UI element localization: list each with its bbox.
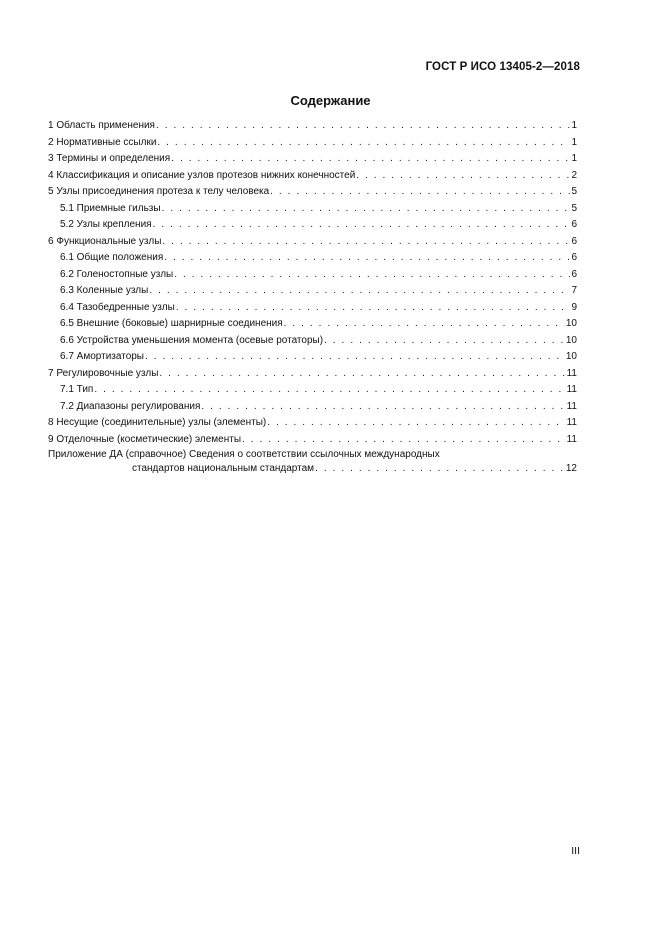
toc-leader-dots (201, 399, 565, 416)
toc-entry-page: 1 (571, 136, 577, 148)
toc-entry-6-1[interactable] (48, 250, 577, 267)
toc-entry-4[interactable] (48, 168, 577, 185)
toc-entry-label: 9 Отделочные (косметические) элементы (48, 433, 242, 445)
toc-entry-5-1[interactable] (48, 201, 577, 218)
toc-entry-label: 5.2 Узлы крепления (60, 219, 152, 230)
toc-entry-label: 6.4 Тазобедренные узлы (60, 301, 175, 313)
toc-annex-label-line2: стандартов национальным стандартам (132, 463, 315, 474)
toc-entry-page: 2 (571, 169, 577, 181)
toc-entry-label: 6.2 Голеностопные узлы (60, 268, 174, 280)
toc-leader-dots (176, 300, 571, 317)
toc-entry-label: 6.7 Амортизаторы (60, 351, 144, 362)
toc-entry-page: 10 (565, 351, 577, 362)
toc-entry-6-4[interactable] (48, 300, 577, 317)
toc-leader-dots (162, 201, 571, 218)
toc-leader-dots (149, 283, 570, 300)
toc-entry-page: 11 (566, 433, 577, 445)
toc-entry-page: 12 (565, 463, 577, 474)
toc-entry-6-6[interactable] (48, 333, 577, 350)
toc-entry-page: 10 (565, 318, 577, 329)
toc-entry-6-3[interactable] (48, 283, 577, 300)
toc-leader-dots (159, 366, 565, 383)
toc-entry-label: 6.6 Устройства уменьшения момента (осевые ротаторы) (60, 334, 324, 346)
toc-entry-page: 6 (571, 235, 577, 247)
toc-entry-page: 10 (565, 334, 577, 346)
toc-entry-page: 11 (566, 417, 577, 428)
toc-entry-label: 6 Функциональные узлы (48, 235, 162, 247)
toc-entry-label: 6.5 Внешние (боковые) шарнирные соединения (60, 318, 283, 329)
toc-leader-dots (242, 432, 566, 449)
toc-entry-3[interactable] (48, 151, 577, 168)
toc-entry-9[interactable] (48, 432, 577, 449)
toc-entry-label: 7.2 Диапазоны регулирования (60, 400, 201, 412)
toc-entry-label: 4 Классификация и описание узлов протезов нижних конечностей (48, 169, 356, 181)
toc-leader-dots (94, 382, 565, 399)
toc-entry-page: 6 (571, 268, 577, 280)
toc-leader-dots (315, 462, 565, 476)
toc-entry-7-2[interactable] (48, 399, 577, 416)
document-code: ГОСТ Р ИСО 13405-2—2018 (425, 61, 580, 73)
toc-entry-7-1[interactable] (48, 382, 577, 399)
toc-leader-dots (156, 118, 570, 135)
toc-entry-6[interactable] (48, 234, 577, 251)
toc-entry-5[interactable] (48, 184, 577, 201)
toc-entry-page: 6 (571, 252, 577, 263)
table-of-contents (48, 118, 577, 476)
toc-leader-dots (157, 135, 570, 152)
toc-entry-page: 9 (571, 301, 577, 313)
toc-entry-1[interactable] (48, 118, 577, 135)
toc-leader-dots (270, 184, 570, 201)
toc-leader-dots (324, 333, 565, 350)
toc-title: Содержание (290, 93, 371, 108)
toc-entry-label: 1 Область применения (48, 120, 155, 131)
page-number: III (571, 845, 580, 857)
toc-entry-page: 11 (566, 400, 577, 412)
toc-leader-dots (162, 234, 570, 251)
toc-leader-dots (164, 250, 570, 267)
toc-entry-label: 6.1 Общие положения (60, 252, 164, 263)
toc-entry-label: 7 Регулировочные узлы (48, 367, 159, 379)
toc-leader-dots (267, 415, 565, 432)
toc-leader-dots (145, 349, 565, 366)
toc-entry-label: 8 Несущие (соединительные) узлы (элементы) (48, 417, 267, 428)
toc-entry-page: 1 (571, 120, 577, 131)
toc-entry-label: 3 Термины и определения (48, 153, 171, 164)
toc-entry-label: 7.1 Тип (60, 384, 94, 395)
toc-entry-6-7[interactable] (48, 349, 577, 366)
toc-entry-page: 6 (571, 219, 577, 230)
toc-leader-dots (284, 316, 565, 333)
toc-entry-5-2[interactable] (48, 217, 577, 234)
toc-leader-dots (171, 151, 570, 168)
toc-entry-label: 6.3 Коленные узлы (60, 285, 149, 296)
toc-entry-7[interactable] (48, 366, 577, 383)
toc-leader-dots (174, 267, 570, 284)
toc-entry-6-2[interactable] (48, 267, 577, 284)
toc-entry-label: 2 Нормативные ссылки (48, 136, 157, 148)
toc-entry-page: 7 (571, 285, 577, 296)
toc-leader-dots (356, 168, 570, 185)
toc-entry-page: 11 (566, 384, 577, 395)
toc-entry-label: 5.1 Приемные гильзы (60, 202, 161, 214)
toc-entry-8[interactable] (48, 415, 577, 432)
toc-entry-page: 11 (566, 367, 577, 379)
toc-entry-2[interactable] (48, 135, 577, 152)
toc-entry-page: 1 (571, 153, 577, 164)
toc-entry-page: 5 (571, 202, 577, 214)
toc-entry-page: 5 (571, 186, 577, 197)
toc-leader-dots (153, 217, 571, 234)
toc-annex-line2 (48, 462, 577, 476)
toc-annex-label-line1: Приложение ДА (справочное) Сведения о соответствии ссылочных международных (48, 449, 440, 460)
toc-entry-6-5[interactable] (48, 316, 577, 333)
toc-entry-label: 5 Узлы присоединения протеза к телу человека (48, 186, 270, 197)
toc-entry-annex[interactable] (48, 448, 577, 476)
